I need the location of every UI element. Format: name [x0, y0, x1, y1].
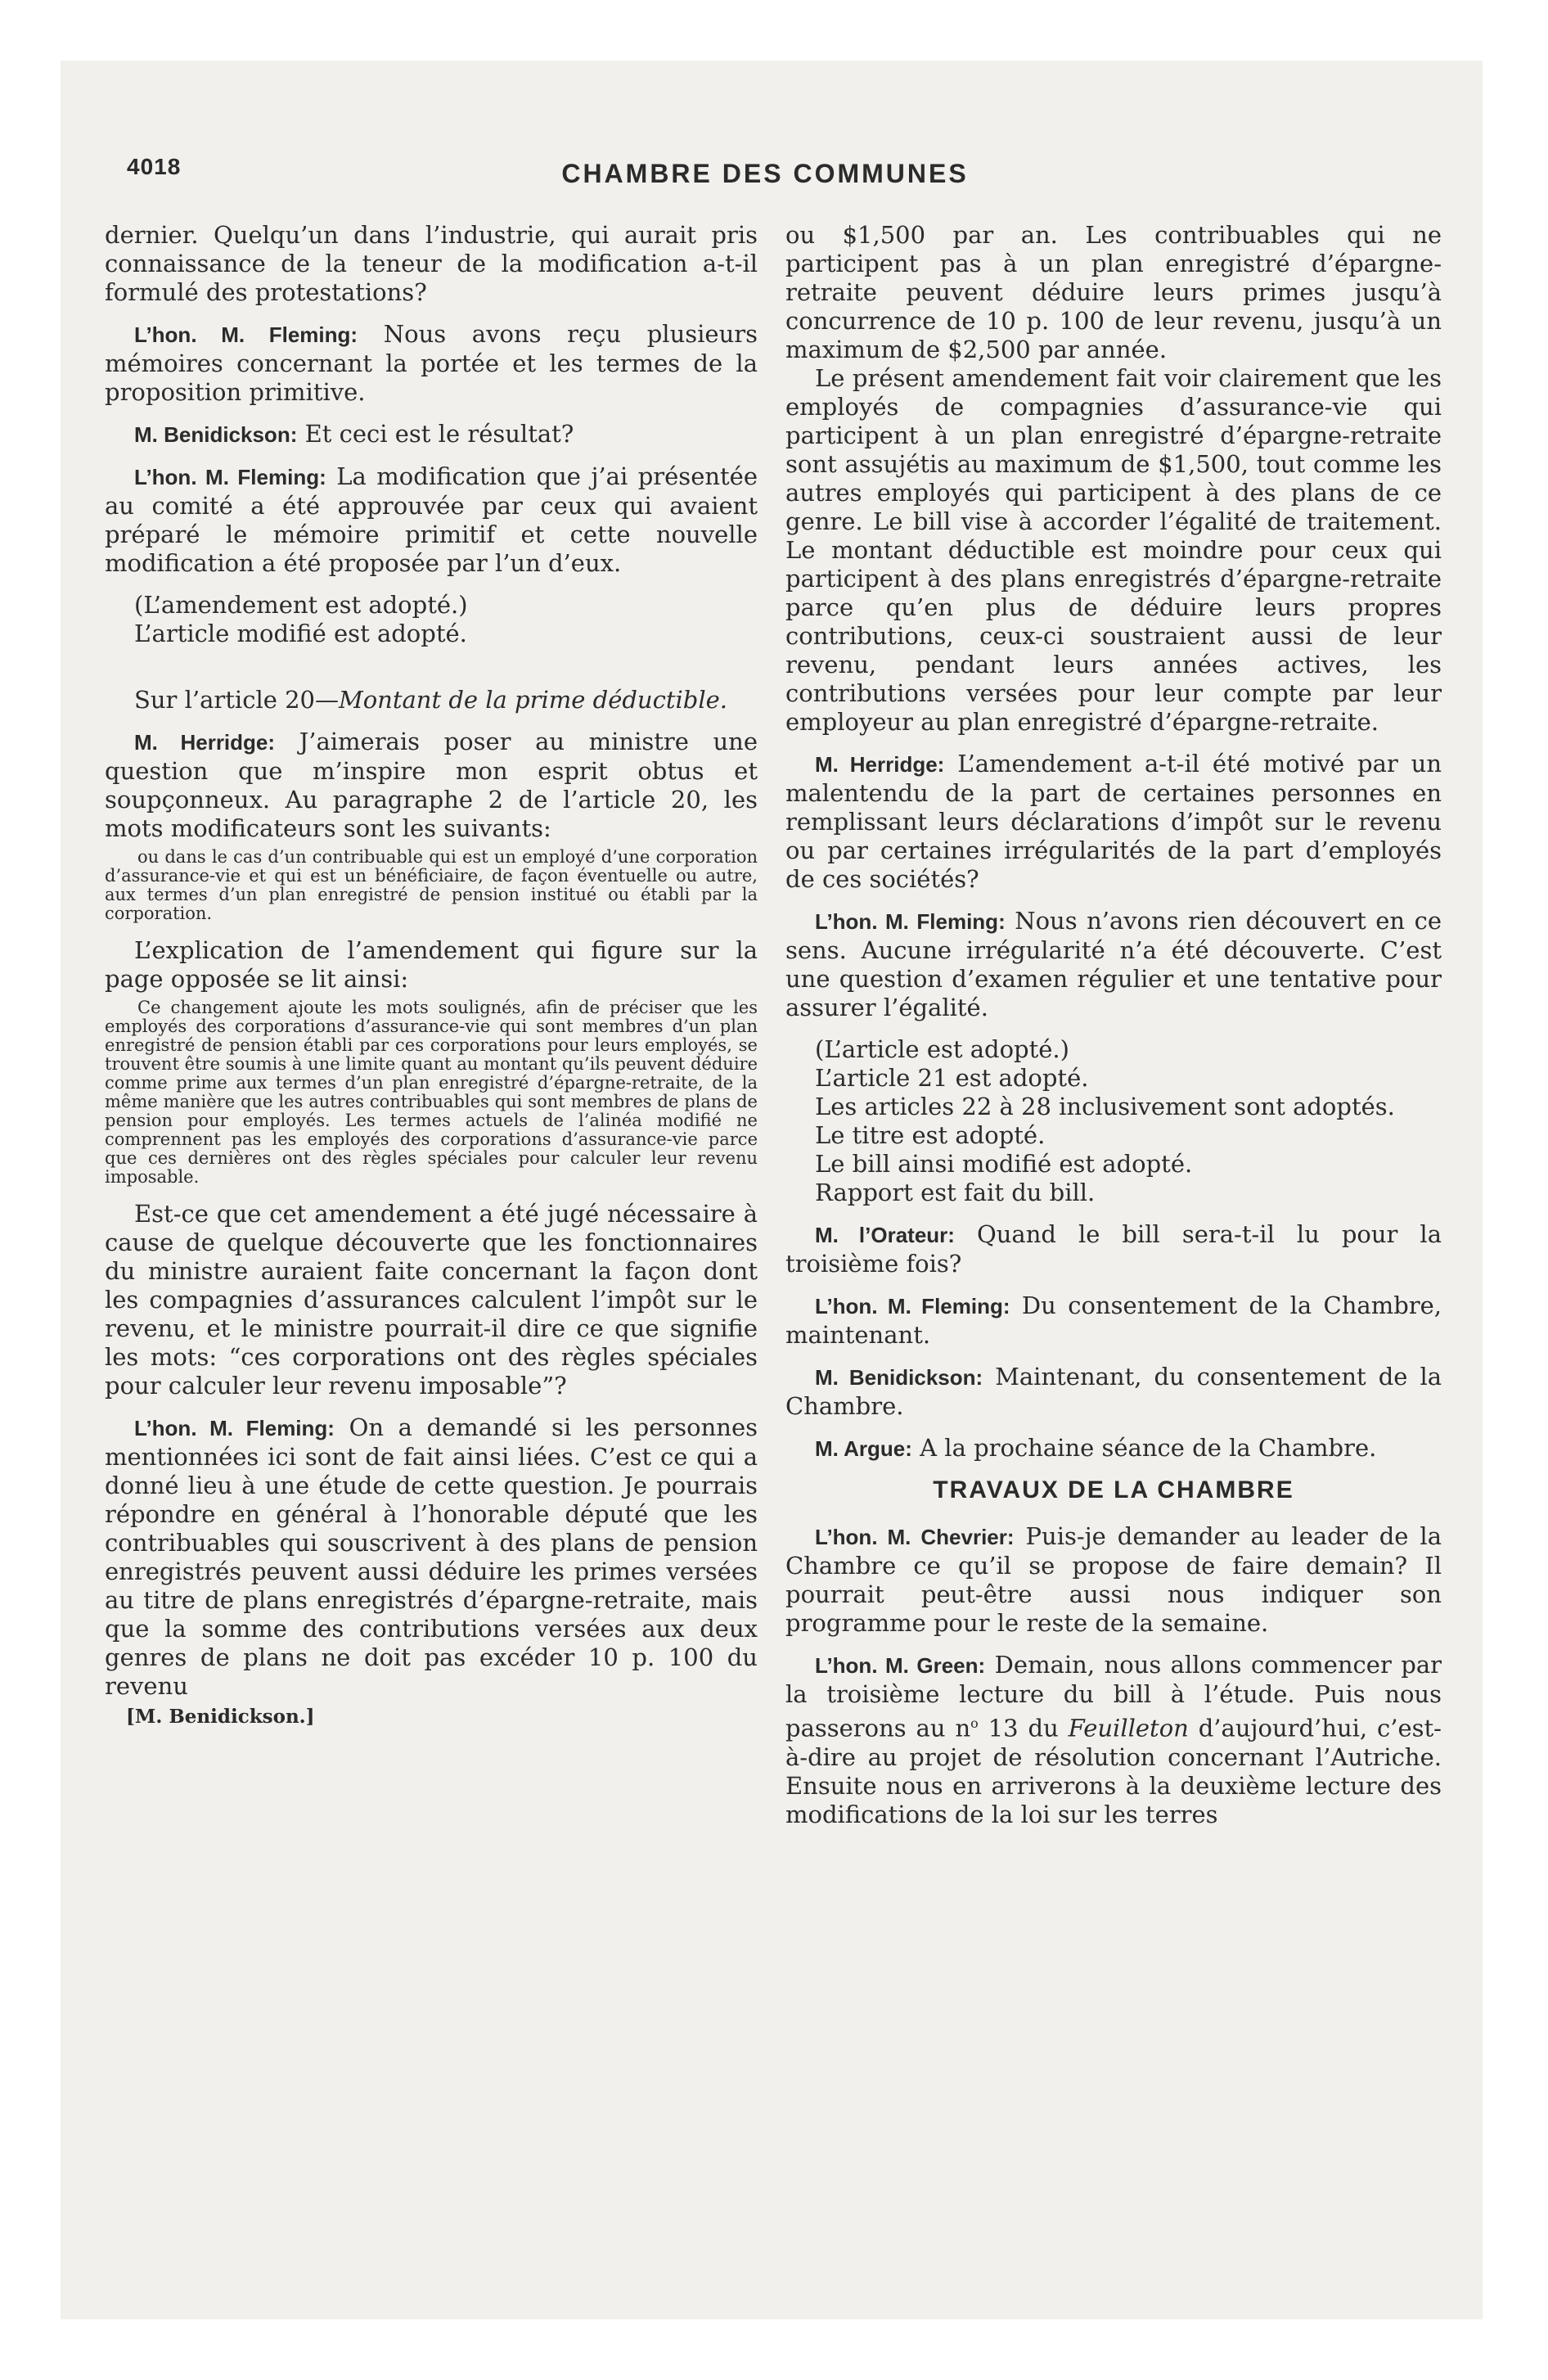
speech-paragraph	[785, 1651, 1442, 1829]
speech-paragraph	[105, 320, 758, 407]
procedural-note: (L’amendement est adopté.)	[134, 591, 468, 619]
speech-text: Nous avons reçu plusieurs mémoires concernant la portée et les termes de la proposition primitive.	[105, 320, 758, 406]
speaker-name: L’hon. M. Fleming:	[815, 909, 1006, 934]
quoted-text: ou dans le cas d’un contribuable qui est un employé d’une corporation d’assurance-vie et qui est un bénéficiaire, de façon éventuelle ou autre, aux termes d’un plan enregistré de pension institué ou établi par la corporation.	[105, 847, 758, 923]
speaker-name: M. Benidickson:	[134, 422, 298, 447]
paragraph: ou $1,500 par an. Les contribuables qui ne participent pas à un plan enregistré d’épargne-retraite peuvent déduire leurs primes jusqu’à concurrence de 10 p. 100 de leur revenu, jusqu’à un maximum de $2,500 par année.	[785, 221, 1442, 363]
speaker-name: L’hon. M. Chevrier:	[815, 1525, 1015, 1549]
procedural-note: L’article modifié est adopté.	[134, 620, 467, 647]
speaker-name: M. l’Orateur:	[815, 1223, 955, 1247]
speech-paragraph	[105, 420, 758, 449]
speech-text: J’aimerais poser au ministre une question que m’inspire mon esprit obtus et soupçonneux. Au paragraphe 2 de l’article 20, les mots modificateurs sont les suivants:	[105, 728, 758, 842]
footer-reference: [M. Benidickson.]	[126, 1706, 315, 1728]
speech-paragraph	[785, 750, 1442, 894]
speaker-name: L’hon. M. Fleming:	[134, 465, 326, 489]
procedural-note: Rapport est fait du bill.	[815, 1179, 1096, 1206]
procedural-note: Le titre est adopté.	[815, 1121, 1046, 1149]
paragraph: Le présent amendement fait voir clairement que les employés de compagnies d’assurance-vie qui participent à un plan enregistré d’épargne-retraite sont assujétis au maximum de $1,500, tout comme les autres employés qui participent à des plans de ce genre. Le bill vise à accorder l’égalité de traitement. Le montant déductible est moindre pour ceux qui participent à des plans enregistrés d’épargne-retraite parce qu’en plus de déduire leurs propres contributions, ceux-ci soustraient aussi de leur revenu, pendant leurs années actives, les contributions versées pour leur compte par leur employeur au plan enregistré d’épargne-retraite.	[785, 364, 1442, 736]
speech-text: Nous n’avons rien découvert en ce sens. Aucune irrégularité n’a été découverte. C’est une question d’examen régulier et une tentative pour assurer l’égalité.	[785, 907, 1442, 1021]
speech-paragraph	[105, 462, 758, 578]
speaker-name: L’hon. M. Fleming:	[815, 1294, 1010, 1318]
speech-paragraph	[785, 1434, 1442, 1463]
paragraph: L’explication de l’amendement qui figure sur la page opposée se lit ainsi:	[105, 936, 758, 993]
speech-text: A la prochaine séance de la Chambre.	[920, 1434, 1377, 1462]
procedural-note: Le bill ainsi modifié est adopté.	[815, 1150, 1193, 1178]
speaker-name: L’hon. M. Fleming:	[134, 1416, 335, 1440]
speech-text: On a demandé si les personnes mentionnées ici sont de fait ainsi liées. C’est ce qui a donné lieu à une étude de cette question. Je pourrais répondre en général à l’honorable député que les contribuables qui souscrivent à des plans de pension enregistrés peuvent aussi déduire les primes versées au titre de plans enregistrés d’épargne-retraite, mais que la somme des contributions versées aux deux genres de plans ne doit pas excéder 10 p. 100 du revenu	[105, 1413, 758, 1700]
page-header	[127, 154, 1403, 195]
speaker-name: M. Herridge:	[815, 752, 945, 777]
quoted-text: Ce changement ajoute les mots soulignés, afin de préciser que les employés des corporations d’assurance-vie qui sont membres d’un plan enregistré de pension établi par ces corporations pour leurs employés, se trouvent être soumis à une limite quant au montant qu’ils peuvent déduire comme prime aux termes d’un plan enregistré d’épargne-retraite, de la même manière que les autres contribuables qui sont membres de plans de pension pour employés. Les termes actuels de l’alinéa modifié ne comprennent pas les employés des corporations d’assurance-vie parce que ces dernières ont des règles spéciales pour calculer leur revenu imposable.	[105, 998, 758, 1187]
ordinal-superscript: o	[970, 1715, 979, 1731]
clause-lead: Sur l’article 20—	[134, 686, 339, 714]
speaker-name: M. Argue:	[815, 1436, 912, 1461]
speech-text: La modification que j’ai présentée au comité a été approuvée par ceux qui avaient préparé le mémoire primitif et cette nouvelle modification a été proposée par l’un d’eux.	[105, 462, 758, 577]
speech-paragraph	[785, 1363, 1442, 1421]
running-head: CHAMBRE DES COMMUNES	[561, 159, 969, 188]
speech-text: Quand le bill sera-t-il lu pour la troisième fois?	[785, 1220, 1442, 1278]
clause-heading	[105, 686, 758, 714]
speaker-name: M. Herridge:	[134, 730, 276, 755]
speech-paragraph	[785, 1291, 1442, 1350]
speaker-name: L’hon. M. Fleming:	[134, 322, 358, 347]
speech-text: Du consentement de la Chambre, maintenant.	[785, 1291, 1442, 1349]
speech-text: d’aujourd’hui, c’est-à-dire au projet de résolution concernant l’Autriche. Ensuite nous en arriverons à la deuxième lecture des modifications de la loi sur les terres	[785, 1714, 1442, 1828]
procedural-note: (L’article est adopté.)	[815, 1035, 1069, 1063]
speech-text: L’amendement a-t-il été motivé par un malentendu de la part de certaines personnes en remplissant leurs déclarations d’impôt sur le revenu ou par certaines irrégularités de la part d’employés de ces sociétés?	[785, 750, 1442, 893]
speaker-name: M. Benidickson:	[815, 1365, 983, 1390]
speech-text: Et ceci est le résultat?	[304, 420, 574, 448]
speech-text: Demain, nous allons commencer par la troisième lecture du bill à l’étude. Puis nous passerons au n	[785, 1651, 1442, 1742]
speech-paragraph	[105, 1413, 758, 1701]
clause-title: Montant de la prime déductible.	[339, 686, 727, 714]
right-column	[785, 221, 1442, 1829]
speech-text: 13 du	[978, 1714, 1069, 1742]
procedural-note: Les articles 22 à 28 inclusivement sont adoptés.	[815, 1093, 1395, 1120]
speaker-name: L’hon. M. Green:	[815, 1653, 986, 1678]
speech-text: Maintenant, du consentement de la Chambre.	[785, 1363, 1442, 1420]
section-heading: TRAVAUX DE LA CHAMBRE	[933, 1476, 1294, 1503]
speech-paragraph	[785, 1522, 1442, 1638]
speech-paragraph	[785, 907, 1442, 1022]
publication-title: Feuilleton	[1068, 1714, 1189, 1742]
speech-text: Puis-je demander au leader de la Chambre ce qu’il se propose de faire demain? Il pourrait peut-être aussi nous indiquer son programme pour le reste de la semaine.	[785, 1522, 1442, 1637]
left-column	[105, 221, 758, 1728]
procedural-note: L’article 21 est adopté.	[815, 1064, 1089, 1092]
page-number: 4018	[127, 154, 182, 179]
paragraph: dernier. Quelqu’un dans l’industrie, qui aurait pris connaissance de la teneur de la modification a-t-il formulé des protestations?	[105, 221, 758, 306]
speech-paragraph	[105, 728, 758, 843]
paragraph: Est-ce que cet amendement a été jugé nécessaire à cause de quelque découverte que les fonctionnaires du ministre auraient faite concernant la façon dont les compagnies d’assurances calculent l’impôt sur le revenu, et le ministre pourrait-il dire ce que signifie les mots: “ces corporations ont des règles spéciales pour calculer leur revenu imposable”?	[105, 1200, 758, 1400]
speech-paragraph	[785, 1220, 1442, 1278]
